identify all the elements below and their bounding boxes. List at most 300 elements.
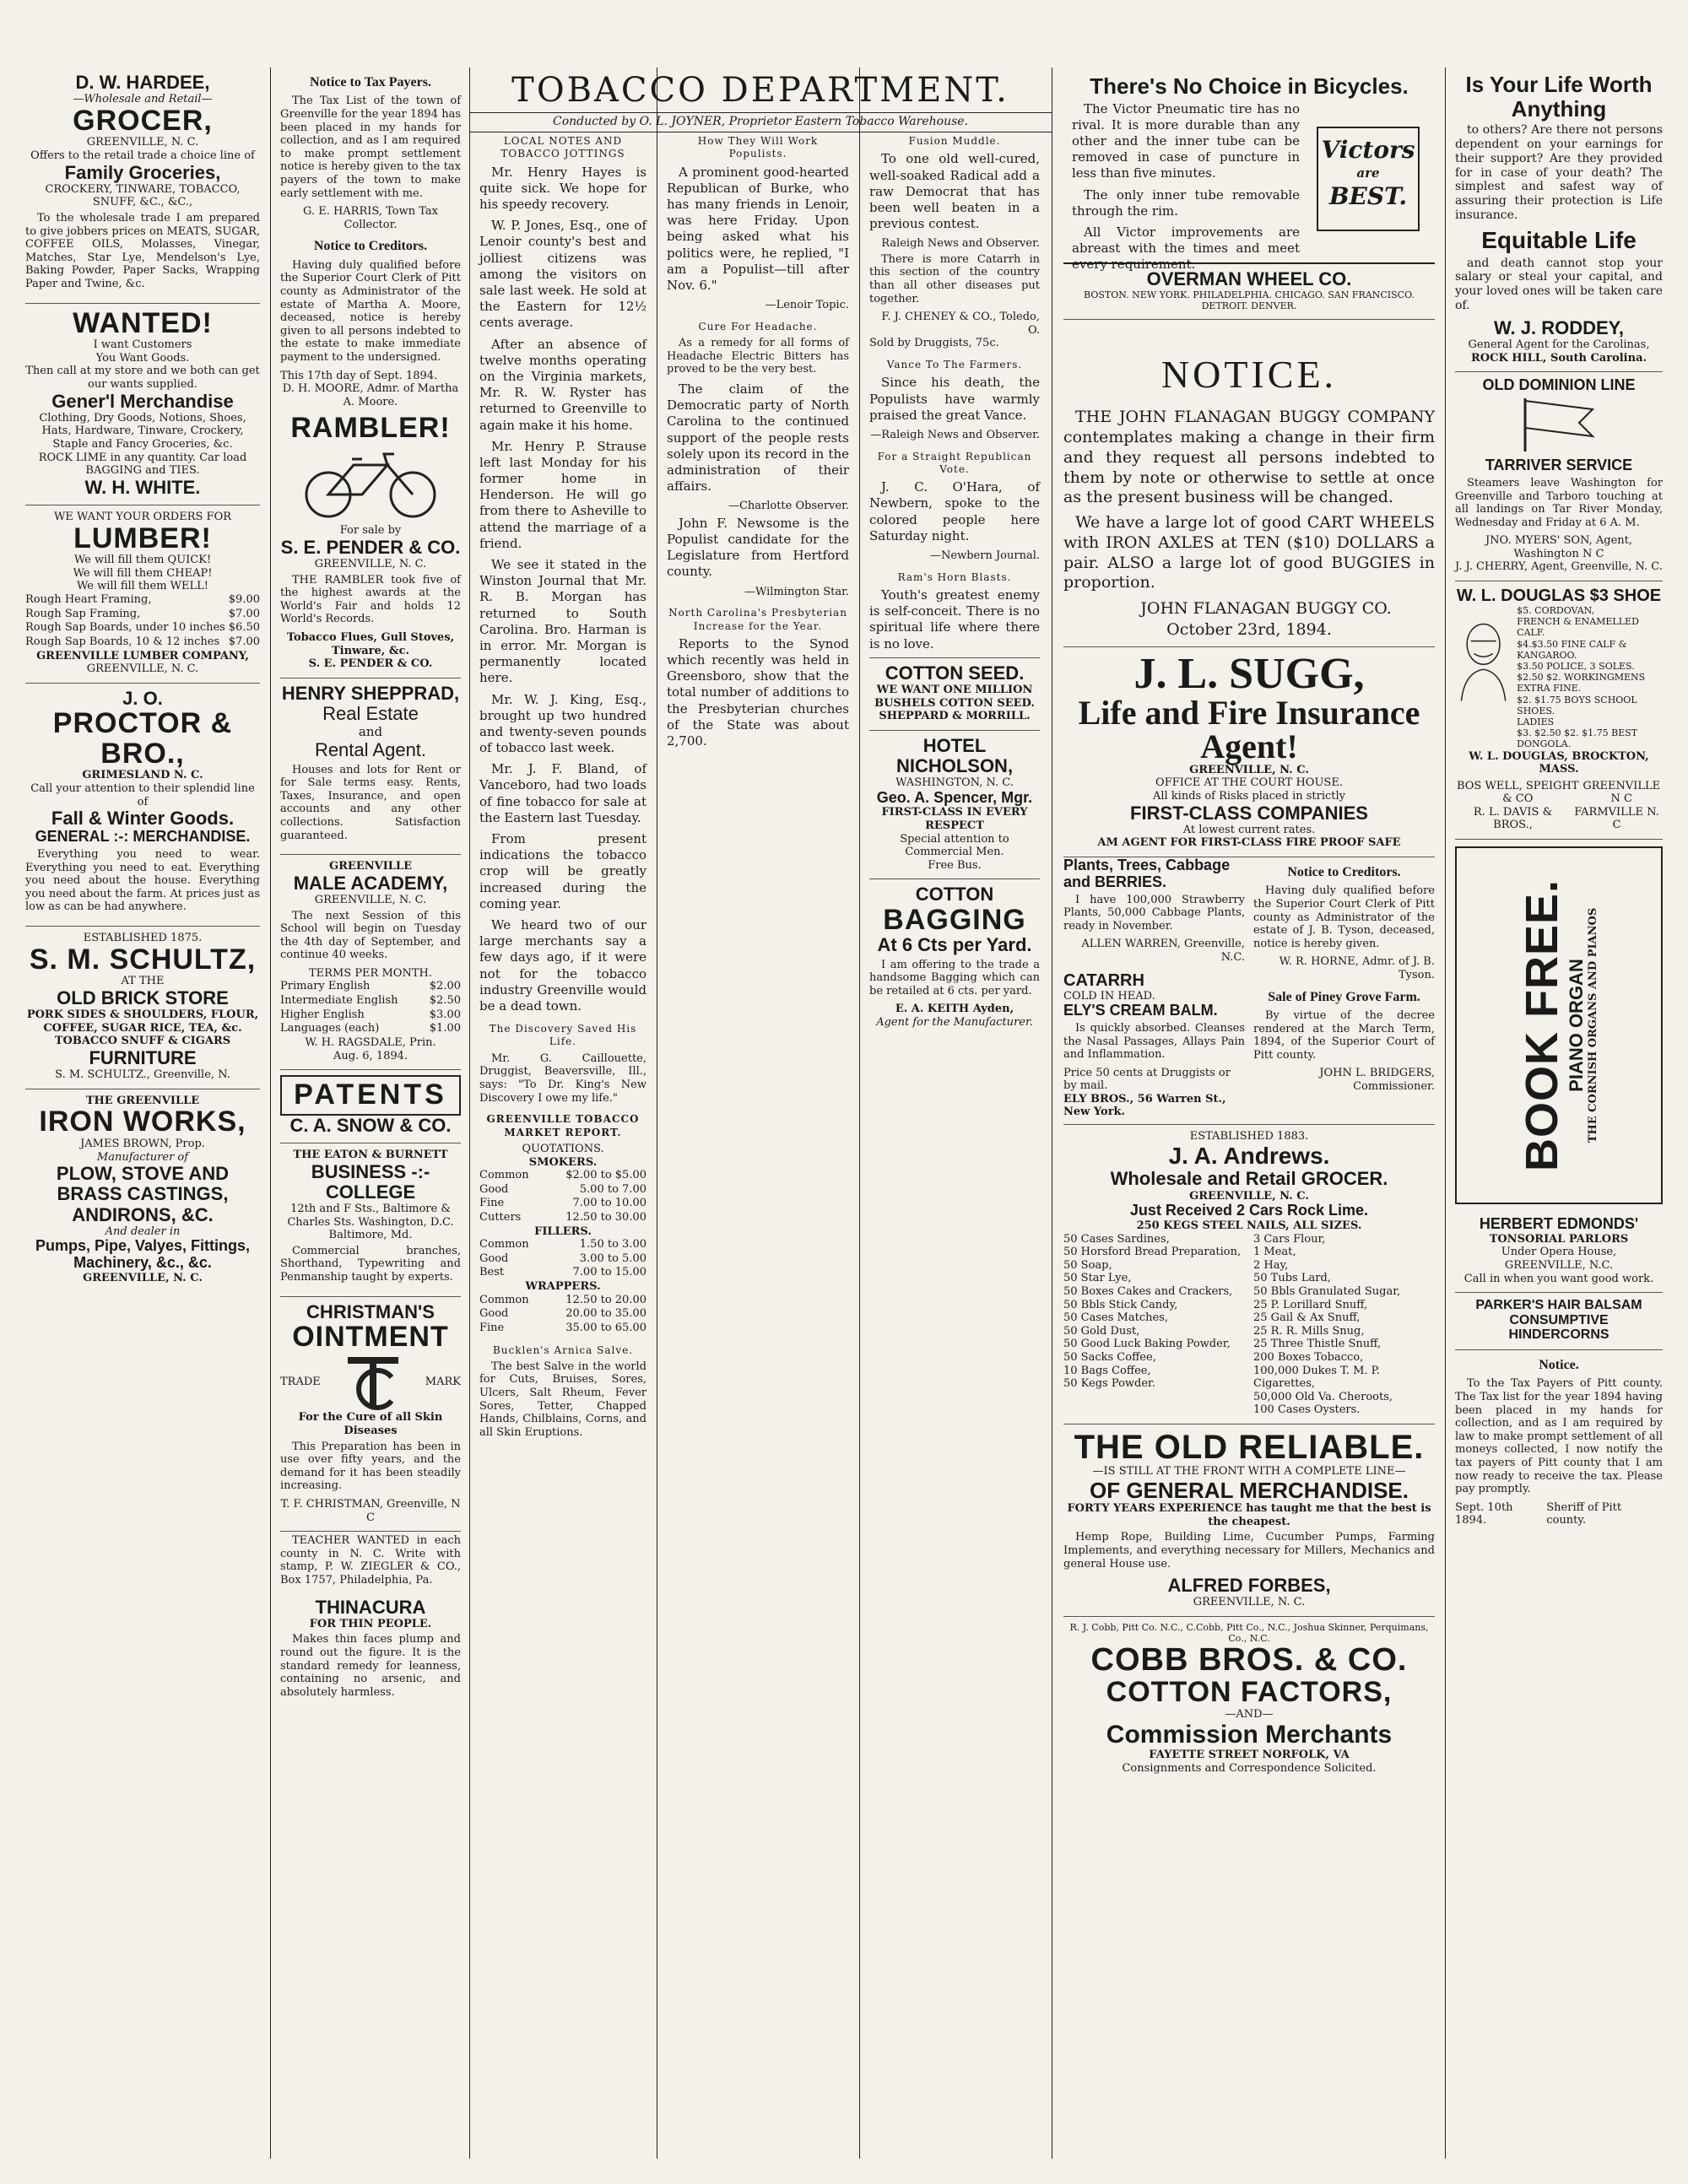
arnica-title: Bucklen's Arnica Salve. [492,1343,634,1356]
cold-in-head: COLD IN HEAD. [1063,989,1155,1003]
victors-box [1317,127,1420,231]
fillers-table [479,1238,647,1280]
market-report-title: GREENVILLE TOBACCO MARKET REPORT. [486,1113,640,1138]
and-divider: —AND— [1225,1707,1274,1721]
overman-heading: OVERMAN WHEEL CO. [1146,268,1352,289]
academy-place: GREENVILLE, N. C. [314,893,427,906]
two-col-block [1063,857,1435,1125]
price-value: $1.00 [429,1022,461,1035]
grocer-heading: GROCER, [73,104,213,137]
thinacura-body: Makes thin faces plump and round out the figure. It is the standard remedy for leanness, containing no arsenic, and absolutely harmless. [280,1633,461,1699]
bagging-body: I am offering to the trade a handsome Bagging which can be retailed at 6 cts. per yard. [869,958,1040,997]
gener-merch: Gener'l Merchandise [51,390,234,412]
local-note: W. P. Jones, Esq., one of Lenoir county's best and jolliest citizens was among the visitors on sale last week. He sold at the Eastern for 12½ cents average. [479,218,647,331]
price-value: $7.00 [228,635,260,648]
list-item: $3. $2.50 $2. $1.75 BEST DONGOLA. [1517,727,1638,750]
list-item: 50 Bbls Stick Candy, [1063,1298,1178,1311]
list-item: 50 Gold Dust, [1063,1324,1140,1338]
davis-row [1455,806,1663,832]
price-row [479,1307,647,1322]
sheppard-name: HENRY SHEPPRAD, [281,682,460,704]
price-item: Higher English [280,1008,365,1021]
list-item: 50 Horsford Bread Preparation, [1063,1246,1242,1259]
myers-agent: JNO. MYERS' SON, Agent, Washington N C [1485,534,1633,560]
price-value: 3.00 to 5.00 [579,1251,647,1265]
creditors-sign-2: W. R. HORNE, Admr. of J. B. Tyson. [1279,955,1435,981]
christman-title: CHRISTMAN'S [306,1300,435,1322]
andrews-ad [1063,1125,1435,1424]
bagging-sign-2: Agent for the Manufacturer. [876,1015,1033,1029]
piney-sign: JOHN L. BRIDGERS, Commissioner. [1319,1067,1435,1094]
iron-prop: JAMES BROWN, Prop. [80,1137,205,1150]
local-note: Mr. J. F. Bland, of Vanceboro, had two loads of fine tobacco for sale at the Eastern last Tuesday. [479,761,647,825]
plants-body: I have 100,000 Strawberry Plants, 50,000 Cabbage Plants, ready in November. [1063,893,1245,933]
vance-title: Vance To The Farmers. [886,359,1023,371]
boswell-place: GREENVILLE N C [1582,779,1661,806]
list-item: 1 Meat, [1253,1246,1296,1259]
academy-heading: MALE ACADEMY, [293,872,448,894]
eaton-place: 12th and F Sts., Baltimore & Charles Sts. Washington, D.C. Baltimore, Md. [287,1203,454,1242]
department-title: TOBACCO DEPARTMENT. [511,71,1009,110]
schultz-at: AT THE [121,975,165,988]
lumber-well: We will fill them WELL! [76,580,209,593]
creditors-body-2: Having duly qualified before the Superior Court Clerk of Pitt county as Administrator of the estate of J. B. Tyson, deceased, notice is hereby given. [1253,884,1435,950]
tax-notice-body: The Tax List of the town of Greenville for the year 1894 has been placed in my hands for collection, and as I am required to make prompt settlement notice is hereby given to the tax payers of the town to make early settlement with me. [280,95,461,200]
portrait-icon [1455,605,1512,715]
price-row [280,1022,461,1036]
list-item: 3 Cars Flour, [1253,1232,1326,1246]
column-4 [658,127,858,2159]
cure-skin: For the Cure of all Skin Diseases [298,1411,443,1438]
list-item: 25 Gail & Ax Snuff, [1253,1311,1361,1325]
piney-title: Sale of Piney Grove Farm. [1268,989,1420,1004]
quotations-label: QUOTATIONS. [522,1142,604,1155]
claim-body: The claim of the Democratic party of North Carolina to the continued support of the people rests solely upon its record in the administration of their affairs. [667,381,849,495]
parkers-heading: PARKER'S HAIR BALSAM [1475,1298,1642,1313]
elys-heading: ELY'S CREAM BALM. [1063,1002,1218,1019]
price-value: 35.00 to 65.00 [565,1321,647,1334]
white-goods: You Want Goods. [95,351,190,365]
pender-place: GREENVILLE, N. C. [314,558,427,571]
cobb-consign: Consignments and Correspondence Solicited. [1122,1762,1377,1776]
price-item: Fine [479,1197,505,1210]
local-note: We heard two of our large merchants say a few days ago, if it were not for the tobacco industry Greenville would be a dead town. [479,916,647,1014]
left-subcolumn [1063,857,1245,1119]
tarriver-body: Steamers leave Washington for Greenville and Tarboro touching at all landings on Tar River Monday, Wednesday and Friday at 6 A. M. [1455,476,1663,529]
headache-title: Cure For Headache. [698,320,818,332]
sugg-ad [1063,647,1435,857]
tax-notice-body-2: To the Tax Payers of Pitt county. The Tax list for the year 1894 having been placed in my hands for collection, and as I am required by law to make prompt settlement of all moneys collected, I now notify the tax payers of Pitt county that I am now ready to receive the tax. Please pay promptly. [1455,1377,1663,1496]
book-free-rotated [1518,879,1599,1171]
creditors-sign: D. H. MOORE, Admr. of Martha A. Moore. [282,382,459,408]
andrews-list-2 [1253,1233,1435,1417]
eaton-ad [280,1143,461,1297]
price-item: Rough Heart Framing, [25,593,152,607]
boswell-name: BOS WELL, SPEIGHT & CO [1456,779,1579,806]
sugg-rates: At lowest current rates. [1182,823,1316,836]
old-reliable-ad [1063,1424,1435,1617]
tax-notice-title: Notice to Tax Payers. [310,75,431,89]
opera-line: Under Opera House, [1501,1246,1617,1259]
column-5 [861,127,1048,2159]
tc-monogram-icon [339,1352,407,1411]
christman-body: This Preparation has been in use over fifty years, and the demand for it has been steadily increasing. [280,1440,461,1493]
and-word: and [358,724,383,740]
forbes-place: GREENVILLE, N. C. [1193,1596,1306,1609]
price-row [479,1211,647,1225]
flag-icon [1508,394,1610,453]
douglas-ad [1455,581,1663,840]
lumber-company: GREENVILLE LUMBER COMPANY, [36,649,249,662]
iron-works-ad [25,1089,260,1292]
sheppard-body: Houses and lots for Rent or for Sale terms easy. Rents, Taxes, Insurance, and open accounts and any other collections. Satisfaction guaranteed. [280,763,461,842]
flanagan-notice [1063,320,1435,647]
price-row [479,1266,647,1280]
tax-notice-date: Sept. 10th 1894. [1455,1500,1513,1527]
elys-body: Is quickly absorbed. Cleanses the Nasal Passages, Allays Pain and Inflammation. [1063,1021,1245,1062]
list-item: $2.50 $2. WORKINGMENS EXTRA FINE. [1517,672,1646,695]
price-item: Cutters [479,1210,522,1224]
cornish-line: THE CORNISH ORGANS AND PIANOS [1586,907,1599,1143]
smokers-label: SMOKERS. [528,1155,598,1169]
sheppard-ad [280,678,461,855]
cherry-agent: J. J. CHERRY, Agent, Greenville, N. C. [1455,560,1663,574]
vance-body: Since his death, the Populists have warmly praised the great Vance. [869,375,1040,423]
patents-heading: PATENTS [280,1075,461,1116]
tax-notice-footer [1455,1501,1663,1527]
academy-date: Aug. 6, 1894. [333,1049,408,1062]
price-row [479,1169,647,1183]
hotel-heading: HOTEL NICHOLSON, [895,734,1014,776]
iron-dealer: And dealer in [105,1224,181,1238]
headache-body: As a remedy for all forms of Headache Electric Bitters has proved to be the very best. [667,337,849,376]
price-value: 7.00 to 10.00 [572,1197,647,1210]
price-value: $2.00 [429,980,461,993]
tax-notice-sign: G. E. HARRIS, Town Tax Collector. [303,205,438,231]
price-item: Common [479,1293,529,1306]
presbyterian-body: Reports to the Synod which recently was held in Greensboro, show that the total number of additions to the Presbyterian churches of the State was about 2,700. [667,635,849,749]
white-lime: ROCK LIME in any quantity. Car load BAGGING and TIES. [38,451,247,478]
price-row [479,1238,647,1252]
thinacura-tag: FOR THIN PEOPLE. [309,1617,432,1630]
andrews-list-1 [1063,1233,1245,1417]
wrappers-table [479,1294,647,1336]
lumber-heading: LUMBER! [73,522,212,554]
bicycles-body-1: The Victor Pneumatic tire has no rival. It is more durable than any other and the inner tube can be removed in case of puncture in less than five minutes. [1072,100,1300,181]
white-customers: I want Customers [93,338,192,352]
lumber-head: WE WANT YOUR ORDERS FOR [53,511,232,523]
fusion-title: Fusion Muddle. [908,135,1001,147]
catarrh-sign: F. J. CHENEY & CO., Toledo, O. [881,311,1040,337]
academy-sign: W. H. RAGSDALE, Prin. [305,1035,436,1049]
andrews-lists [1063,1233,1435,1417]
price-row [479,1322,647,1336]
iron-mfr: Manufacturer of [96,1150,189,1164]
academy-place-top: GREENVILLE [329,860,412,873]
davis-name: R. L. DAVIS & BROS., [1473,805,1553,832]
proctor-jo: J. O. [122,687,163,709]
cobb-street: FAYETTE STREET NORFOLK, VA [1149,1749,1350,1762]
furniture-heading: FURNITURE [89,1046,197,1068]
price-row [280,980,461,994]
for-sale-by: For sale by [339,524,402,538]
straight-title: For a Straight Republican Vote. [877,450,1032,475]
list-item: 100 Cases Oysters. [1253,1403,1361,1417]
dominion-heading: OLD DOMINION LINE [1482,376,1636,394]
tarriver-heading: TARRIVER SERVICE [1485,457,1633,474]
tax-notice-sign-2: Sheriff of Pitt county. [1546,1500,1622,1527]
price-item: Rough Sap Boards, under 10 inches [25,621,225,635]
forbes-body: Hemp Rope, Building Lime, Cucumber Pumps, Farming Implements, and everything necessary for Millers, Mechanics and general House use. [1063,1531,1435,1570]
hardee-ad [25,68,260,304]
straight-sign: —Newbern Journal. [930,549,1040,563]
rams-body: Youth's greatest enemy is self-conceit. There is no spiritual life where there is no love. [869,587,1040,651]
fusion-body: To one old well-cured, well-soaked Radical add a raw Democrat that has been well beaten in a previous contest. [869,151,1040,232]
sugg-office: OFFICE AT THE COURT HOUSE. [1155,776,1343,790]
price-item: Good [479,1251,509,1265]
list-item: LADIES [1517,716,1555,727]
creditors-title: Notice to Creditors. [313,239,428,254]
iron-works-the: THE GREENVILLE [85,1094,200,1107]
newsome-sign: —Wilmington Star. [744,585,849,598]
vance-sign: —Raleigh News and Observer. [870,428,1040,441]
tobacco-flues: Tobacco Flues, Gull Stoves, Tinware, &c. [286,631,455,657]
first-class-heading: FIRST-CLASS COMPANIES [1130,802,1368,824]
life-title: Is Your Life Worth Anything [1465,72,1653,122]
price-value: 7.00 to 15.00 [572,1266,647,1279]
price-item: Good [479,1307,509,1321]
pender-name: S. E. PENDER & CO. [280,536,461,558]
creditors-date: This 17th day of Sept. 1894. [280,369,438,382]
hardee-line1: Offers to the retail trade a choice line of [30,149,255,163]
iron-works-heading: IRON WORKS, [39,1106,246,1138]
notice-heading: NOTICE. [1160,352,1338,396]
pork-sides: PORK SIDES & SHOULDERS, FLOUR, COFFEE, SUGAR RICE, TEA, &c. [26,1008,259,1035]
sugg-name: J. L. SUGG, [1133,649,1365,698]
price-row [280,994,461,1008]
list-item: $5. CORDOVAN, [1517,605,1595,617]
pender-name-2: S. E. PENDER & CO. [308,657,433,671]
sheppard-morrill: SHEPPARD & MORRILL. [879,710,1031,723]
sugg-tag: Life and Fire Insurance Agent! [1078,693,1420,765]
piano-organ: PIANO ORGAN [1565,959,1587,1092]
column-2 [272,68,469,2159]
sugg-place: GREENVILLE, N. C. [1189,763,1309,776]
price-value: 12.50 to 20.00 [565,1293,647,1306]
list-item: 25 R. R. Mills Snug, [1253,1324,1365,1338]
local-note: Mr. Henry Hayes is quite sick. We hope for his speedy recovery. [479,164,647,213]
local-note: Mr. Henry P. Strause left last Monday for his former home in Henderson. He will go from there to Asheville to attend the marriage of a friend. [479,438,647,551]
bagging-price: At 6 Cts per Yard. [877,934,1032,956]
free-bus: Free Bus. [928,858,982,872]
elys-price: Price 50 cents at Druggists or by mail. [1063,1066,1231,1093]
bicycles-text [1072,101,1300,273]
price-row [25,608,260,622]
best-word: BEST. [1328,182,1408,211]
presbyterian-title: North Carolina's Presbyterian Increase for the Year. [668,607,847,632]
local-note: We see it stated in the Winston Journal that Mr. R. B. Morgan has returned to South Carolina. Bro. Harman is in error. Mr. Morgan is permanently located here. [479,557,647,686]
victors-word: Victors [1321,136,1415,164]
proctor-call: Call your attention to their splendid line of [30,781,255,808]
column-7 [1447,68,1671,2159]
price-value: 12.50 to 30.00 [565,1210,647,1224]
list-item: 10 Bags Coffee, [1063,1364,1151,1377]
hotel-place: WASHINGTON, N. C. [895,776,1014,790]
overman-cities: BOSTON. NEW YORK. PHILADELPHIA. CHICAGO. SAN FRANCISCO. DETROIT. DENVER. [1084,289,1415,312]
price-value: 20.00 to 35.00 [565,1307,647,1321]
bicycle-icon [295,444,446,520]
bagging-ad [869,879,1040,1035]
douglas-list [1517,605,1663,749]
list-item: 50 Sacks Coffee, [1063,1350,1156,1364]
hardee-tag: —Wholesale and Retail— [73,93,213,106]
teacher-wanted: TEACHER WANTED in each county in N. C. Write with stamp, P. W. ZIEGLER & CO., Box 1757, Philadelphia, Pa. [280,1534,461,1587]
price-item: Good [479,1182,509,1196]
straight-body: J. C. O'Hara, of Newbern, spoke to the colored people here Saturday night. [869,479,1040,543]
hardee-place: GREENVILLE, N. C. [86,136,199,149]
list-item: 25 P. Lorillard Snuff, [1253,1298,1368,1311]
list-item: 50 Bbls Granulated Sugar, [1253,1285,1401,1299]
sugg-risks: All kinds of Risks placed in strictly [1152,790,1346,803]
wrappers-label: WRAPPERS. [525,1280,601,1294]
lumber-place: GREENVILLE, N. C. [86,662,199,676]
populists-body: A prominent good-hearted Republican of Burke, who has many friends in Lenoir, was here Friday. Upon being asked what his politics were, he replied, "I am a Populist—till after Nov. 6." [667,164,849,294]
douglas-heading: W. L. DOUGLAS $3 SHOE [1456,587,1662,606]
established-1883: ESTABLISHED 1883. [1189,1130,1309,1143]
list-item: 200 Boxes Tobacco, [1253,1350,1364,1364]
price-row [25,635,260,650]
column-rule [859,68,860,2159]
list-item: 50 Good Luck Baking Powder, [1063,1338,1231,1351]
price-value: $6.50 [228,621,260,635]
forbes-name: ALFRED FORBES, [1167,1575,1331,1597]
price-item: Languages (each) [280,1022,380,1035]
cobb-name: COBB BROS. & CO. [1090,1642,1408,1679]
plants-title: Plants, Trees, Cabbage and BERRIES. [1063,856,1231,890]
proctor-ad [25,684,260,927]
list-item: $3.50 POLICE, 3 SOLES. [1517,661,1635,672]
mark-label: MARK [425,1375,461,1388]
parkers-ad [1455,1293,1663,1350]
notice-date: October 23rd, 1894. [1166,619,1332,639]
hotel-tag: FIRST-CLASS IN EVERY RESPECT [881,806,1028,833]
roddey-tag: General Agent for the Carolinas, [1468,338,1650,351]
bagging-sign: E. A. KEITH Ayden, [895,1003,1014,1016]
andrews-grocer: Wholesale and Retail GROCER. [1110,1168,1388,1190]
list-item: 25 Three Thistle Snuff, [1253,1338,1382,1351]
lumber-quick: We will fill them QUICK! [73,554,212,567]
general-merch-heading: GENERAL :-: MERCHANDISE. [35,828,251,846]
commission-merchants: Commission Merchants [1106,1721,1393,1749]
schultz-ad [25,927,260,1089]
iron-products: PLOW, STOVE AND BRASS CASTINGS, ANDIRONS, &C. [56,1163,230,1225]
arnica-body: The best Salve in the world for Cuts, Bruises, Sores, Ulcers, Salt Rheum, Fever Sores, Tetter, Chapped Hands, Chilblains, Corns, and all Skin Eruptions. [479,1360,647,1439]
edmonds-call: Call in when you want good work. [1463,1272,1654,1285]
bicycles-body-2: The only inner tube removable through the rim. [1072,187,1300,219]
rams-title: Ram's Horn Blasts. [897,570,1012,583]
roddey-place: ROCK HILL, South Carolina. [1470,351,1647,365]
iron-place: GREENVILLE, N. C. [83,1271,203,1284]
list-item: 2 Hay, [1253,1258,1289,1272]
list-item: FRENCH & ENAMELLED CALF. [1517,616,1639,639]
front-line: —IS STILL AT THE FRONT WITH A COMPLETE LINE— [1092,1464,1406,1478]
local-note: Mr. W. J. King, Esq., brought up two hundred and twenty-seven pounds of tobacco last week. [479,691,647,756]
trade-label: TRADE [280,1375,321,1388]
column-rule [1445,68,1446,2159]
sugg-agent: AM AGENT FOR FIRST-CLASS FIRE PROOF SAFE [1097,836,1401,850]
list-item: $4.$3.50 FINE CALF & KANGAROO. [1517,638,1627,661]
book-free-heading: BOOK FREE. [1516,879,1567,1172]
white-list: Clothing, Dry Goods, Notions, Shoes, Hats, Hardware, Tinware, Crockery, Staple and Fancy Groceries, &c. [39,411,246,451]
family-groceries: Family Groceries, [64,161,221,183]
price-value: $9.00 [228,593,260,607]
cotton-seed-ad [869,657,1040,731]
equitable-body: and death cannot stop your salary or steal your capital, and your loved ones will be taken care of. [1455,256,1663,312]
tonsorial-heading: TONSORIAL PARLORS [1489,1232,1629,1246]
price-value: $2.00 to $5.00 [565,1169,647,1182]
plants-sign: ALLEN WARREN, Greenville, N.C. [1081,938,1245,964]
iron-dealer-list: Pumps, Pipe, Valyes, Fittings, Machinery, &c., &c. [35,1237,251,1272]
hardee-line2: CROCKERY, TINWARE, TOBACCO, SNUFF, &C., &C., [45,182,241,209]
proctor-body: Everything you need to wear. Everything you need to eat. Everything you need about the house. Everything you need about the farm. At prices just as low as can be had anywhere. [25,848,260,914]
column-1 [17,68,268,2159]
local-note: After an absence of twelve months operating on the Virginia markets, Mr. R. W. Ryster has returned to Greenville to again make it his home. [479,336,647,433]
fall-winter-heading: Fall & Winter Goods. [51,808,235,830]
andrews-rock: Just Received 2 Cars Rock Lime. [1129,1202,1369,1219]
snow-co: C. A. SNOW & CO. [289,1114,452,1136]
eaton-head: THE EATON & BURNETT [293,1149,448,1162]
cobb-header: R. J. Cobb, Pitt Co. N.C., C.Cobb, Pitt Co., N.C., Joshua Skinner, Perquimans, Co., N.C. [1069,1621,1429,1645]
consumptive-heading: CONSUMPTIVE [1509,1312,1609,1327]
book-free-ad [1455,846,1663,1204]
proctor-name: PROCTOR & BRO., [52,706,233,770]
lumber-price-list [25,593,260,650]
catarrh-body: There is more Catarrh in this section of the country than all other diseases put together. [869,252,1040,305]
price-row [479,1183,647,1197]
list-item: 100,000 Dukes T. M. P. Cigarettes, [1253,1364,1380,1391]
column-rule [270,68,271,2159]
hardee-body: To the wholesale trade I am prepared to give jobbers prices on MEATS, SUGAR, COFFEE OILS, Molasses, Vinegar, Matches, Star Lye, Mendelson's Lye, Baking Powder, Paper Sacks, Wrapping Paper and Twine, &c. [25,212,260,290]
andrews-place: GREENVILLE, N. C. [1189,1189,1309,1203]
list-item: 50 Cases Matches, [1063,1311,1168,1325]
life-insurance-ad [1455,68,1663,372]
price-row [479,1197,647,1211]
dominion-ad [1455,372,1663,581]
price-item: Common [479,1238,529,1251]
price-item: Rough Sap Framing, [25,607,141,620]
wanted-heading: WANTED! [73,306,213,339]
price-item: Primary English [280,980,371,993]
rambler-heading: RAMBLER! [290,412,451,445]
edmonds-ad [1455,1211,1663,1293]
equitable-heading: Equitable Life [1481,226,1637,253]
fusion-sign: Raleigh News and Observer. [881,237,1040,251]
cotton-factors: COTTON FACTORS, [1106,1676,1393,1709]
populists-sign: —Lenoir Topic. [765,299,849,312]
price-item: Common [479,1169,529,1182]
list-item: 50 Kegs Powder. [1063,1377,1155,1391]
old-reliable-heading: THE OLD RELIABLE. [1074,1428,1425,1466]
discovery-title: The Discovery Saved His Life. [489,1023,637,1048]
list-item: $2. $1.75 BOYS SCHOOL SHOES. [1517,694,1637,716]
right-subcolumn [1253,857,1435,1119]
populists-title: How They Will Work Populists. [697,135,819,160]
catarrh-heading: CATARRH [1063,970,1144,990]
trade-mark-row [280,1352,461,1411]
thinacura-heading: THINACURA [315,1596,426,1618]
boswell-row [1455,780,1663,806]
old-brick-store: OLD BRICK STORE [57,987,229,1008]
